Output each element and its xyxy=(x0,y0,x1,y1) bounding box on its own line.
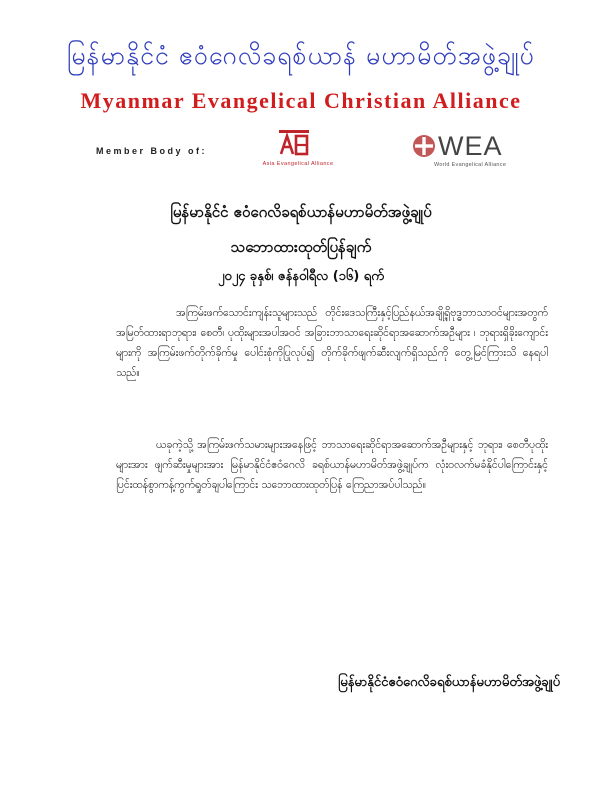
statement-paragraph-2: ယခုကဲ့သို့ အကြမ်းဖက်သမားများအနေဖြင့် ဘာသာရေးဆိုင်ရာအဆောက်အဦများနှင့် ဘုရား၊ စေတီပုထိုးများအား ဖျက်ဆီးမှုများအား မြန်မာနိုင်ငံဧဝံဂေလိ ခရစ်ယာန်မဟာမိတ်အဖွဲ့ချုပ်က လုံးဝလက်မခံနိုင်ပါကြောင်းနှင့် ပြင်းထန်စွာကန့်ကွက်ရှုတ်ချပါကြောင်း သဘောထားထုတ်ပြန် ကြေညာအပ်ပါသည်။ xyxy=(116,438,548,491)
statement-org-title: မြန်မာနိုင်ငံ ဧဝံဂေလိခရစ်ယာန်မဟာမိတ်အဖွဲ့ချုပ် xyxy=(170,203,432,221)
signature: မြန်မာနိုင်ငံဧဝံဂေလိခရစ်ယာန်မဟာမိတ်အဖွဲ့ချုပ် xyxy=(338,675,560,690)
org-name-burmese: မြန်မာနိုင်ငံ ဧဝံဂေလိခရစ်ယာန် မဟာမိတ်အဖွဲ့ချုပ် xyxy=(67,41,535,70)
statement-doc-title: သဘောထားထုတ်ပြန်ချက် xyxy=(230,238,372,256)
member-body-label: Member Body of: xyxy=(96,146,208,156)
aea-mark-icon xyxy=(278,128,310,156)
statement-date: ၂၀၂၄ ခုနှစ်၊ ဇန်နဝါရီလ (၁၆) ရက် xyxy=(218,269,384,284)
wea-cross-icon xyxy=(412,134,436,158)
org-name-english: Myanmar Evangelical Christian Alliance xyxy=(80,88,522,113)
wea-name: WEA xyxy=(438,131,503,161)
aea-logo xyxy=(246,128,350,172)
aea-caption: Asia Evangelical Alliance xyxy=(262,161,334,167)
wea-logo xyxy=(412,128,532,172)
statement-paragraph-1: အကြမ်းဖက်သောင်းကျန်းသူများသည် တိုင်းဒေသကြီးနှင့်ပြည်နယ်အချို့ရှိဗုဒ္ဓဘာသာဝင်များအတွက်အမြတ်ထားရာဘုရား၊ စေတီ၊ ပုထိုးများအပါအဝင် အခြားဘာသာရေးဆိုင်ရာအဆောက်အဦများ ၊ ဘုရားရှိခိုးကျောင်းများကို အကြမ်းဖက်တိုက်ခိုက်မှု ပေါင်းစုံကိုပြုလုပ်၍ တိုက်ခိုက်ဖျက်ဆီးလျက်ရှိသည်ကို တွေ့မြင်ကြားသိ နေရပါ သည်။ xyxy=(116,306,548,379)
wea-caption: World Evangelical Alliance xyxy=(434,162,507,168)
